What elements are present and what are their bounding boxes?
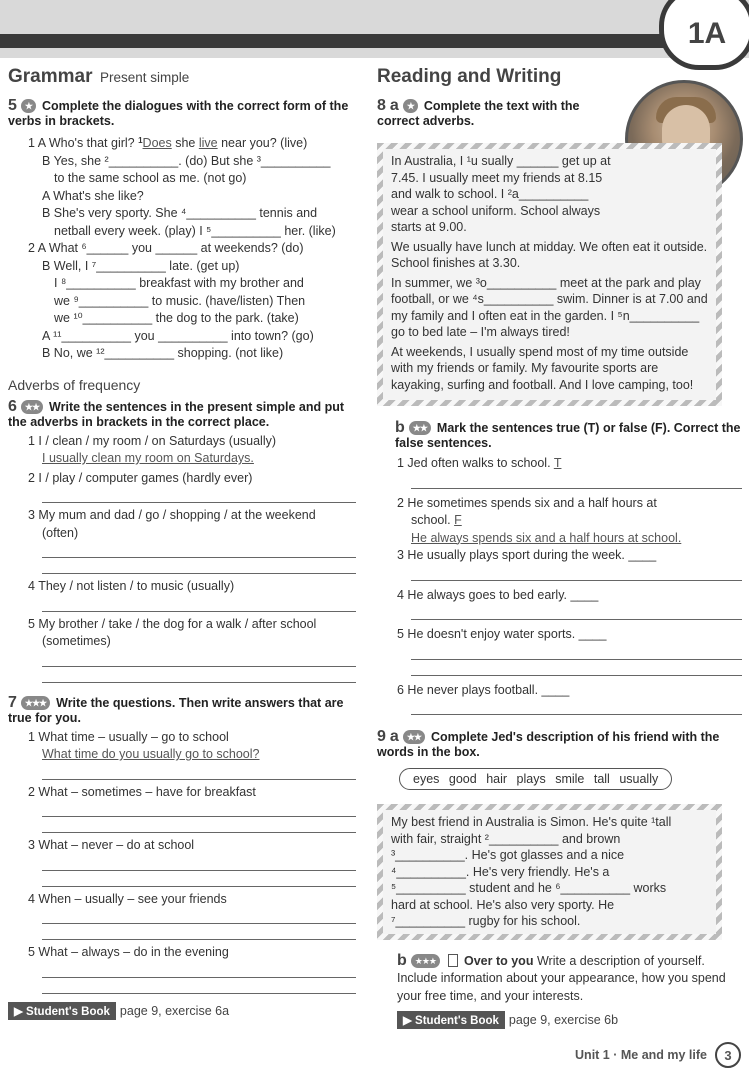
- difficulty-stars: ★★★: [21, 696, 50, 710]
- answer-line[interactable]: [42, 558, 356, 574]
- reading-title: Reading and Writing: [377, 66, 562, 87]
- adverbs-heading: Adverbs of frequency: [8, 376, 141, 393]
- unit-badge-label: 1A: [687, 17, 727, 50]
- text-line: ⁵__________ student and he ⁶__________ works: [391, 881, 667, 895]
- header-stripe: [0, 34, 749, 48]
- exercise-9a: [377, 729, 742, 940]
- tf-item: 4 He always goes to bed early. ____: [397, 587, 599, 602]
- instruction-text: Write a description of yourself. Include information about your appearance, how you spend your free time, and your interests.: [397, 953, 726, 1003]
- line-text: she: [171, 136, 199, 150]
- exercise-6-instruction: [8, 399, 356, 430]
- question-item: 5 What – always – do in the evening: [28, 945, 229, 959]
- instruction-text: Mark the sentences true (T) or false (F). Correct the false sentences.: [395, 421, 741, 450]
- exercise-8a: [377, 98, 617, 129]
- dialogue-line: netball every week. (play) I ⁵__________ her. (like): [54, 223, 336, 238]
- exercise-7: [8, 695, 356, 994]
- answer-line[interactable]: [42, 667, 356, 683]
- dialogue-line: [8, 132, 356, 153]
- answer-line[interactable]: [42, 651, 356, 667]
- line-text: 1 A Who's that girl?: [28, 136, 139, 150]
- difficulty-stars: ★★: [403, 730, 425, 744]
- exercise-9b: [377, 952, 742, 1006]
- line-text: near you? (live): [217, 136, 308, 150]
- text-line: with fair, straight ²__________ and brown: [391, 831, 621, 846]
- word-chip: plays: [516, 772, 546, 786]
- exercise-6: [8, 399, 356, 683]
- answer-line[interactable]: [411, 565, 742, 581]
- tf-item: 3 He usually plays sport during the week. ____: [397, 548, 657, 562]
- text-paragraph: In summer, we ³o__________ meet at the park and play football, or we ⁴s__________ swim. Dinner is at 7.00 and my family and I often eat in the garden. I ⁵n__________ go to bed late – I'm always tired!: [391, 275, 708, 339]
- text-line: My best friend in Australia is Simon. He's quite ¹tall: [391, 815, 672, 829]
- example-answer: He always spends six and a half hours at school.: [411, 530, 682, 545]
- instruction-text: Complete the dialogues with the correct form of the verbs in brackets.: [8, 99, 349, 128]
- dialogue-line: A What's she like?: [42, 188, 144, 203]
- grammar-heading: [8, 66, 356, 92]
- page-number: 3: [715, 1042, 741, 1068]
- tf-item: [377, 455, 742, 473]
- exercise-letter: b: [397, 951, 407, 969]
- exercise-number: 6: [8, 397, 17, 415]
- question-item: 4 They / not listen / to music (usually): [28, 579, 235, 593]
- dialogue-line: 2 A What ⁶______ you ______ at weekends? (do): [28, 241, 304, 255]
- answer-line[interactable]: [411, 473, 742, 489]
- example-answer: What time do you usually go to school?: [42, 747, 260, 761]
- dialogue-line: we ¹⁰__________ the dog to the park. (take): [54, 311, 299, 325]
- answer-line[interactable]: [42, 962, 356, 978]
- tf-question: 1 Jed often walks to school.: [397, 456, 551, 470]
- text-paragraph: At weekends, I usually spend most of my time outside with my friends or family. My favourite sports are kayaking, surfing and football. And I love camping, too!: [391, 344, 694, 392]
- header-band: [0, 0, 749, 58]
- word-chip: tall: [593, 772, 610, 786]
- exercise-number: 8: [377, 97, 386, 114]
- grammar-title: Grammar: [8, 66, 93, 87]
- question-item: 3 My mum and dad / go / shopping / at the weekend: [28, 508, 316, 522]
- tf-mark: F: [454, 513, 462, 527]
- difficulty-stars: ★★★: [411, 954, 440, 968]
- dialogue-line: I ⁸__________ breakfast with my brother and: [54, 276, 304, 290]
- exercise-5-instruction: [8, 98, 356, 129]
- answer-line[interactable]: [411, 699, 742, 715]
- answer-line[interactable]: [42, 596, 356, 612]
- difficulty-stars: ★: [21, 99, 36, 113]
- exercise-letter: b: [395, 419, 405, 436]
- difficulty-stars: ★★: [409, 421, 431, 435]
- text-line: ⁴__________. He's very friendly. He's a: [391, 864, 610, 879]
- tf-mark: T: [553, 456, 562, 470]
- unit-label: Unit 1 · Me and my life: [575, 1048, 707, 1062]
- dialogue-line: B No, we ¹²__________ shopping. (not like): [42, 346, 284, 360]
- answer-line[interactable]: [411, 604, 742, 620]
- exercise-7-instruction: [8, 695, 356, 726]
- text-paragraph: We usually have lunch at midday. We often eat it outside. School finishes at 3.30.: [391, 239, 708, 270]
- word-chip: smile: [555, 772, 585, 786]
- example-answer: I usually clean my room on Saturdays.: [42, 451, 254, 465]
- students-book-tag: ▶ Student's Book: [8, 1002, 116, 1020]
- exercise-8b: [377, 420, 742, 715]
- question-item: 4 When – usually – see your friends: [28, 891, 227, 906]
- text-paragraph: In Australia, I ¹u sually ______ get up at 7.45. I usually meet my friends at 8.15 and walk to school. I ²a__________ wear a school uniform. School always starts at 9.00.: [391, 154, 611, 234]
- answer-line[interactable]: [411, 660, 742, 676]
- answer-line[interactable]: [42, 764, 356, 780]
- example-answer: live: [198, 136, 218, 150]
- question-item: 5 My brother / take / the dog for a walk / after school: [28, 616, 317, 631]
- word-chip: good: [448, 772, 477, 786]
- answer-line[interactable]: [42, 817, 356, 833]
- question-item-cont: (sometimes): [42, 634, 111, 648]
- tf-item: 2 He sometimes spends six and a half hours at: [397, 495, 657, 510]
- exercise-8b-instruction: [377, 420, 742, 451]
- question-item: 2 What – sometimes – have for breakfast: [28, 784, 256, 799]
- dialogue-line: A ¹¹__________ you __________ into town? (go): [42, 328, 314, 343]
- unit-badge: [659, 0, 749, 70]
- exercise-number: 9: [377, 728, 386, 745]
- exercise-number: 5: [8, 97, 17, 114]
- answer-line[interactable]: [42, 487, 356, 503]
- word-box: [399, 768, 672, 790]
- students-book-ref: [377, 1011, 742, 1029]
- question-item: 3 What – never – do at school: [28, 838, 195, 852]
- answer-line[interactable]: [42, 542, 356, 558]
- exercise-letter: a: [389, 97, 399, 114]
- difficulty-stars: ★★: [21, 400, 43, 414]
- blank-number: 1: [138, 136, 143, 145]
- word-chip: eyes: [413, 772, 440, 786]
- dialogue-line: B Well, I ⁷__________ late. (get up): [42, 258, 240, 273]
- text-line: hard at school. He's also very sporty. He: [391, 897, 615, 912]
- right-column: [377, 66, 742, 1029]
- exercise-9b-instruction: [397, 952, 742, 1006]
- answer-line[interactable]: [42, 908, 356, 924]
- description-textbox: [377, 804, 722, 940]
- word-chip: hair: [486, 772, 508, 786]
- instruction-text: Write the questions. Then write answers that are true for you.: [8, 695, 344, 725]
- tf-item-cont: [377, 512, 742, 530]
- answer-line[interactable]: [42, 871, 356, 887]
- dialogue-line: we ⁹__________ to music. (have/listen) Then: [54, 293, 306, 308]
- exercise-5: [8, 98, 356, 363]
- instruction-text: Write the sentences in the present simple and put the adverbs in brackets in the correct place.: [8, 399, 345, 429]
- exercise-number: 7: [8, 693, 17, 711]
- reading-heading: [377, 66, 742, 92]
- notebook-icon: [448, 954, 458, 967]
- students-book-ref: [8, 1002, 356, 1020]
- dialogue-line: B Yes, she ²__________. (do) But she ³__________: [42, 153, 331, 168]
- exercise-letter: a: [389, 728, 399, 745]
- answer-line[interactable]: [42, 801, 356, 817]
- difficulty-stars: ★: [403, 99, 418, 113]
- word-chip: usually: [619, 772, 659, 786]
- answer-line[interactable]: [42, 855, 356, 871]
- question-item: 2 I / play / computer games (hardly ever): [28, 470, 253, 485]
- text-line: ⁷__________ rugby for his school.: [391, 914, 581, 928]
- question-item: 1 I / clean / my room / on Saturdays (usually): [28, 433, 277, 448]
- answer-line[interactable]: [411, 644, 742, 660]
- question-item-cont: (often): [42, 525, 79, 540]
- page-footer: [575, 1042, 741, 1068]
- dialogue-line: B She's very sporty. She ⁴__________ tennis and: [42, 206, 318, 220]
- dialogue-line: to the same school as me. (not go): [54, 171, 247, 185]
- instruction-text: Complete Jed's description of his friend with the words in the box.: [377, 730, 720, 759]
- exercise-9a-instruction: [377, 729, 742, 760]
- book-ref-text: page 9, exercise 6a: [119, 1003, 230, 1018]
- answer-line[interactable]: [42, 924, 356, 940]
- example-answer: Does: [142, 136, 172, 150]
- tf-item: 5 He doesn't enjoy water sports. ____: [397, 627, 607, 641]
- students-book-tag: ▶ Student's Book: [397, 1011, 505, 1029]
- tf-item: 6 He never plays football. ____: [397, 682, 570, 697]
- book-ref-text: page 9, exercise 6b: [508, 1013, 619, 1027]
- instruction-text: Complete the text with the correct adverbs.: [377, 99, 580, 128]
- tf-question: school.: [411, 513, 451, 527]
- answer-line[interactable]: [42, 978, 356, 994]
- reading-textbox: [377, 143, 722, 406]
- question-item: 1 What time – usually – go to school: [28, 729, 229, 744]
- text-line: ³__________. He's got glasses and a nice: [391, 848, 625, 862]
- over-to-you-label: Over to you: [464, 953, 534, 968]
- exercise-8a-instruction: [377, 98, 617, 129]
- grammar-subtitle: Present simple: [99, 70, 190, 85]
- left-column: [8, 66, 356, 1020]
